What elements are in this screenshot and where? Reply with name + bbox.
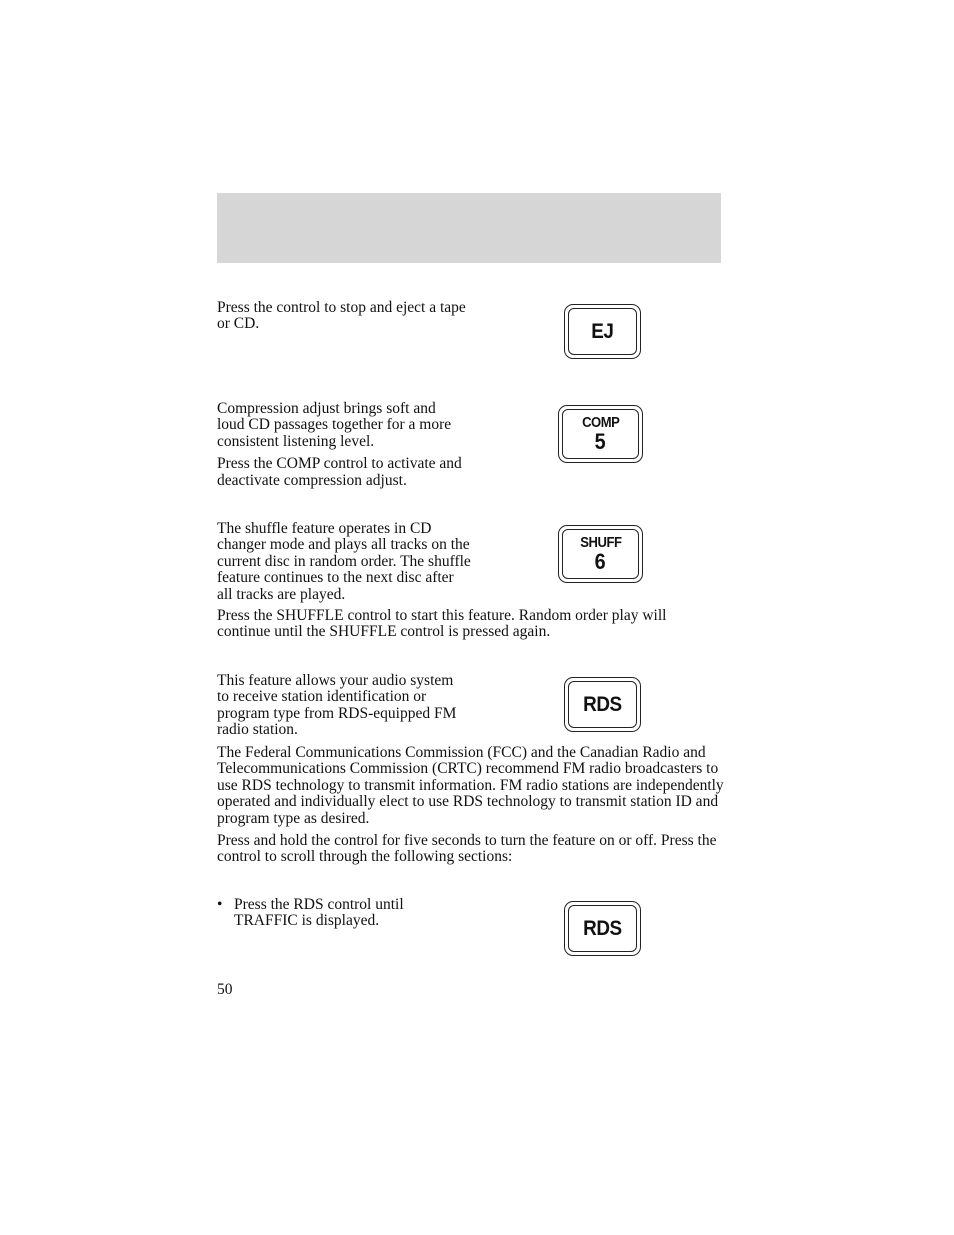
- shuffle-para-2: Press the SHUFFLE control to start this feature. Random order play will continue until the SHUFFLE control is pressed again.: [217, 607, 667, 641]
- section-header-band: [217, 193, 721, 263]
- rds-button-illustration: [564, 677, 641, 732]
- compression-para-1: Compression adjust brings soft and loud CD passages together for a more consistent listening level.: [217, 400, 452, 450]
- traffic-bullet-item: [217, 897, 447, 930]
- rds-button-label: RDS: [583, 692, 622, 716]
- page-number: 50: [217, 981, 233, 998]
- eject-text: Press the control to stop and eject a tape or CD.: [217, 299, 466, 333]
- rds-description: [217, 673, 467, 739]
- shuffle-button-illustration: [558, 525, 643, 583]
- shuffle-button-label: SHUFF: [579, 534, 622, 551]
- eject-description: [217, 300, 479, 333]
- comp-button-number: 5: [594, 428, 607, 454]
- traffic-rds-button-label: RDS: [583, 916, 622, 940]
- bullet-marker: •: [217, 896, 223, 913]
- compression-description: [217, 401, 467, 489]
- shuffle-description: [217, 521, 473, 603]
- traffic-rds-button-illustration: [564, 901, 641, 956]
- rds-para-1: This feature allows your audio system to receive station identification or program type from RDS-equipped FM radio station.: [217, 672, 457, 739]
- comp-button-label: COMP: [581, 414, 620, 431]
- eject-button-illustration: [564, 304, 641, 359]
- rds-para-2: The Federal Communications Commission (FCC) and the Canadian Radio and Telecommunications Commission (CRTC) recommend FM radio broadcasters to use RDS technology to transmit information. FM radio stations are independently operated and individually elect to use RDS technology to transmit station ID and program type as desired.: [217, 744, 724, 827]
- rds-para-3: Press and hold the control for five seconds to turn the feature on or off. Press the control to scroll through the following sections:: [217, 832, 717, 866]
- traffic-text: Press the RDS control until TRAFFIC is displayed.: [234, 896, 404, 930]
- shuffle-para-1: The shuffle feature operates in CD changer mode and plays all tracks on the current disc in random order. The shuffle feature continues to the next disc after all tracks are played.: [217, 520, 471, 603]
- compression-para-2: Press the COMP control to activate and deactivate compression adjust.: [217, 455, 462, 489]
- shuffle-button-number: 6: [594, 548, 607, 574]
- shuffle-description-full: [217, 608, 723, 641]
- rds-description-full: [217, 745, 727, 866]
- eject-button-label: EJ: [591, 319, 614, 343]
- comp-button-illustration: [558, 405, 643, 463]
